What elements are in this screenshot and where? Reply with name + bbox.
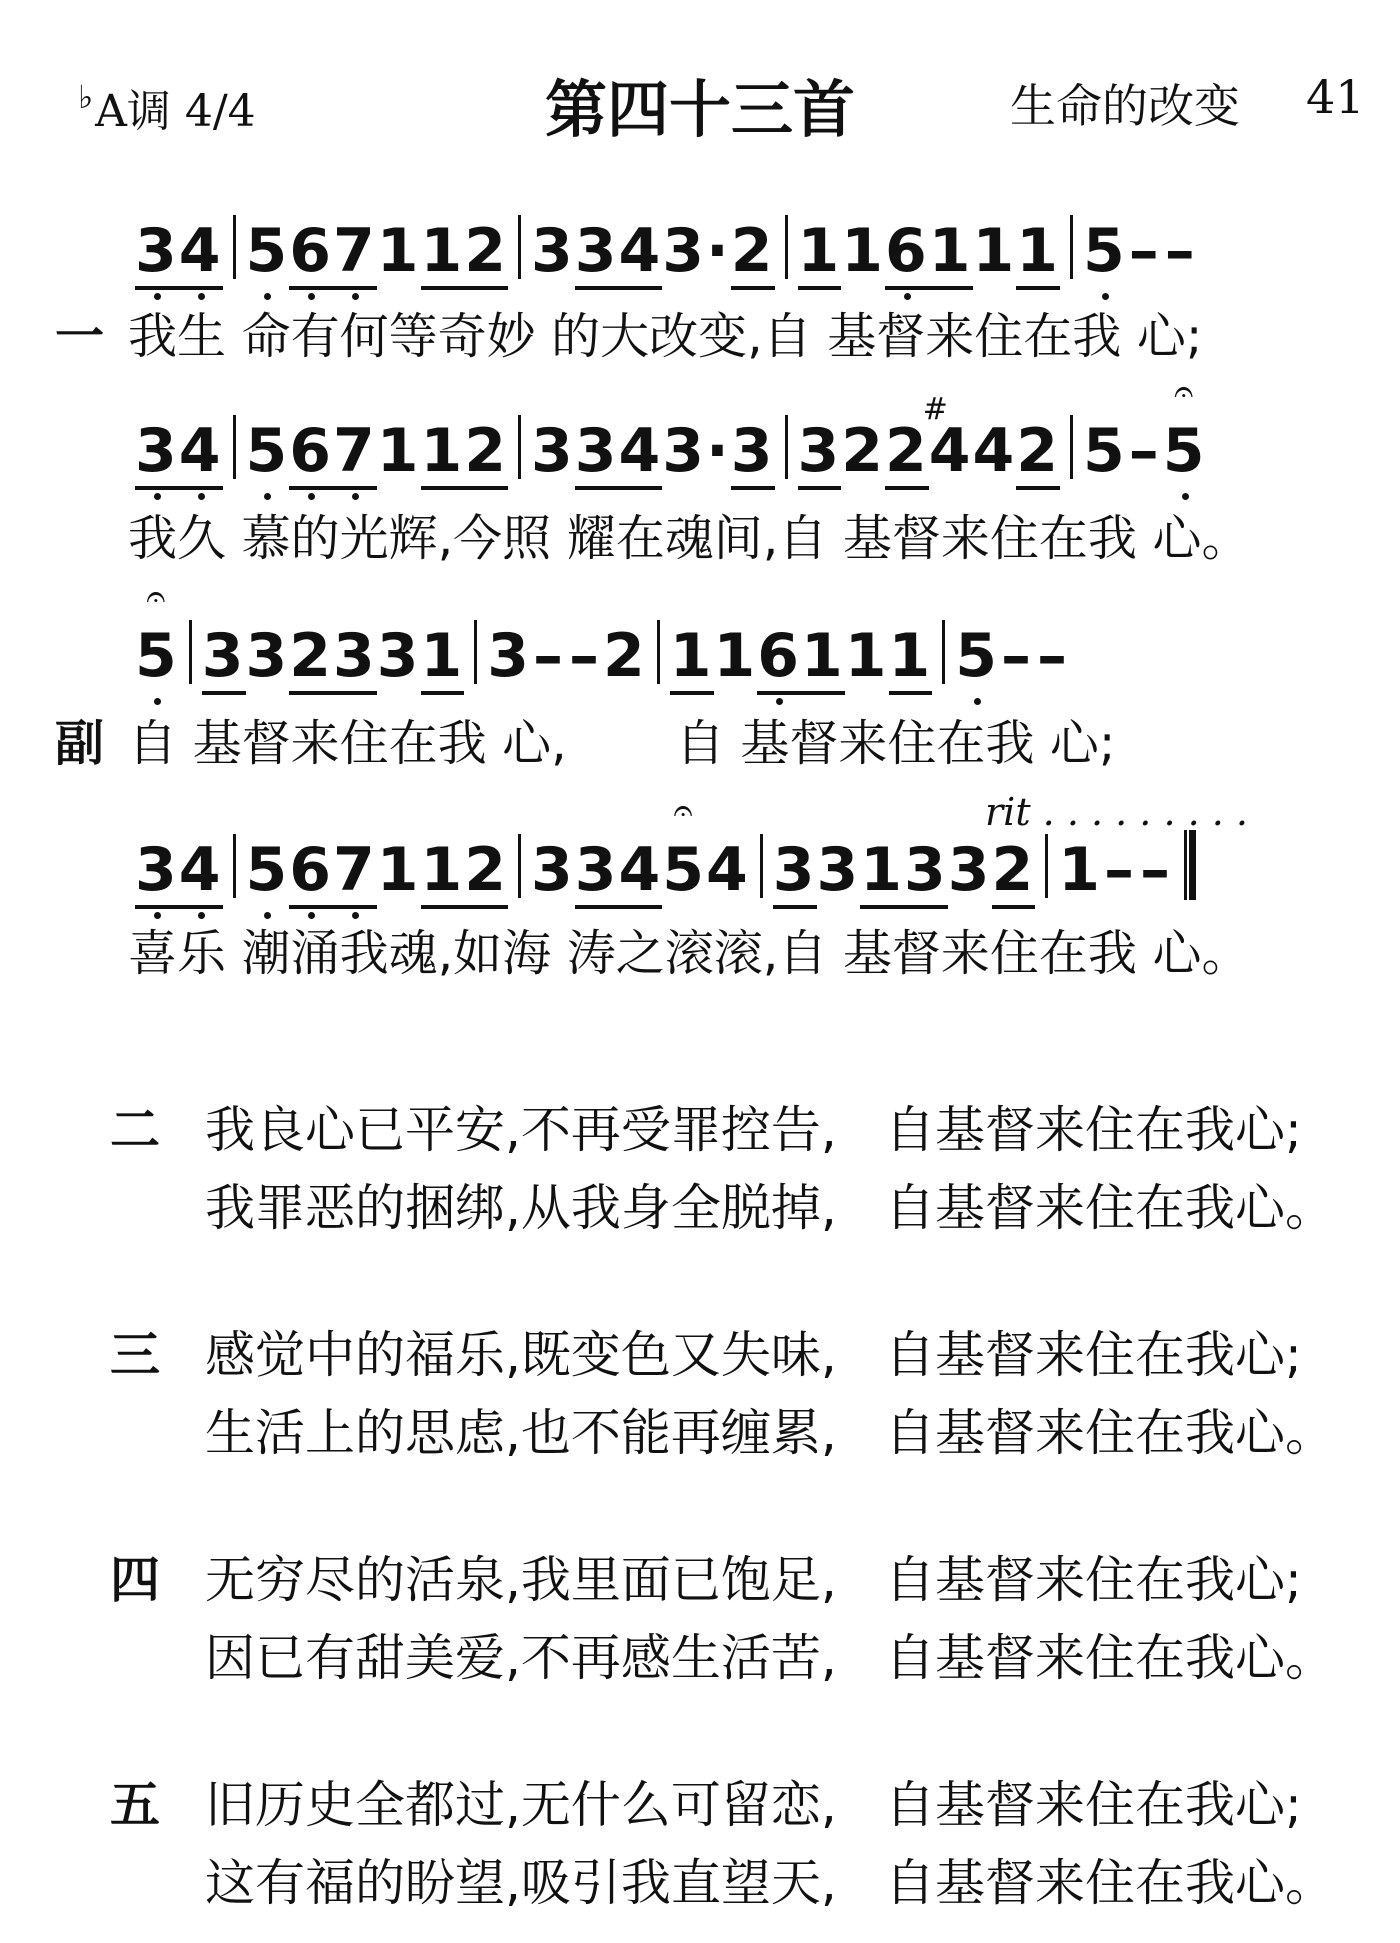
note: 3 <box>575 835 619 909</box>
verse-label: 副 <box>55 715 105 772</box>
verse-refrain-text: 自基督来住在我心。 <box>885 1404 1335 1462</box>
note: 2 <box>603 621 647 691</box>
dash-note: – <box>1164 216 1197 286</box>
note: 1 <box>1016 216 1060 290</box>
lyric-line: 喜乐 潮涌我魂,如海 涛之滚滚,自 基督来住在我 心。 <box>128 925 1251 982</box>
verse-refrain-text: 自基督来住在我心; <box>885 1101 1302 1159</box>
barline <box>942 620 945 684</box>
note: 3· <box>662 416 731 486</box>
page-number: 41 <box>1306 70 1365 124</box>
verse-number: 五 <box>110 1776 160 1834</box>
note: 3 <box>202 621 246 695</box>
page-title: 第四十三首 <box>544 73 855 146</box>
note: 4 <box>972 416 1017 486</box>
lyric-line: 我生 命有何等奇妙 的大改变,自 基督来住在我 心; <box>128 308 1203 365</box>
note: 3 <box>904 835 948 909</box>
note: 1 <box>670 621 714 695</box>
flat-symbol: ♭ <box>78 78 94 116</box>
dash-note: – <box>569 621 601 691</box>
note: 7 <box>333 216 377 290</box>
barline <box>785 215 788 279</box>
note: 1 <box>421 621 465 695</box>
note: 3 <box>798 416 842 490</box>
note: 3 <box>135 835 179 909</box>
dash-note: – <box>1128 216 1161 286</box>
barline <box>760 834 763 898</box>
barline <box>518 415 521 479</box>
note: 3 <box>333 621 377 695</box>
note: 3 <box>531 835 575 905</box>
note: 1 <box>376 216 421 286</box>
verse-number: 三 <box>110 1326 160 1384</box>
verse-refrain-text: 自基督来住在我心。 <box>885 1179 1335 1237</box>
note: 3 <box>731 416 775 490</box>
note: 3 <box>531 216 575 286</box>
barline <box>474 620 477 684</box>
note: 1 <box>421 835 465 909</box>
verse-line-text: 这有福的盼望,吸引我直望天, <box>205 1854 837 1912</box>
verse-line-text: 我罪恶的捆绑,从我身全脱掉, <box>205 1179 837 1237</box>
note: 1 <box>376 416 421 486</box>
verse-line-text: 生活上的思虑,也不能再缠累, <box>205 1404 837 1462</box>
note: 4 <box>179 416 223 490</box>
note: 2 <box>1016 416 1060 490</box>
note: 5 <box>245 216 290 286</box>
note: 1 <box>713 621 758 691</box>
note: 4 <box>179 216 223 290</box>
note: 3· <box>662 216 731 286</box>
note: 2 <box>841 416 886 486</box>
note: 3 <box>575 416 619 490</box>
notation-line <box>135 392 1207 490</box>
barline <box>518 834 521 898</box>
final-barline <box>1184 830 1196 900</box>
note: 1 <box>844 621 889 691</box>
note: 5 <box>245 835 290 905</box>
note: 6 <box>885 216 929 290</box>
note: 6 <box>289 835 333 909</box>
sharp-symbol: # <box>922 392 950 427</box>
note: 1 <box>421 216 465 290</box>
barline <box>1045 834 1048 898</box>
note: 3 <box>816 835 861 905</box>
note: 4 <box>619 216 663 290</box>
note: 2 <box>885 416 929 490</box>
note: 1 <box>801 621 845 695</box>
dash-note: – <box>1001 621 1033 691</box>
note: 3 <box>947 835 992 905</box>
dash-note: – <box>533 621 565 691</box>
note: 3 <box>135 416 179 490</box>
barline <box>233 415 236 479</box>
barline <box>233 215 236 279</box>
verse-refrain-text: 自基督来住在我心; <box>885 1326 1302 1384</box>
verse-line-text: 我良心已平安,不再受罪控告, <box>205 1101 837 1159</box>
note: 4 # <box>922 392 973 486</box>
note: 3 <box>135 216 179 290</box>
note: 1 <box>376 835 421 905</box>
barline <box>233 834 236 898</box>
note: 4 <box>706 835 750 905</box>
notation-line <box>135 620 1071 695</box>
note: 1 <box>972 216 1017 286</box>
note: 𝄐 5 <box>662 835 706 905</box>
note: 1 <box>421 416 465 490</box>
note: 6 <box>289 216 333 290</box>
dash-note: – <box>1128 416 1161 486</box>
key-text: A调 4/4 <box>95 86 256 137</box>
note: 2 <box>464 835 508 909</box>
note: 4 <box>619 835 663 909</box>
ritardando-marking: rit . . . . . . . . . <box>985 790 1249 834</box>
notation-line <box>135 830 1196 909</box>
barline <box>518 215 521 279</box>
note: 2 <box>992 835 1036 909</box>
note: 5 <box>245 416 290 486</box>
dash-note: – <box>1037 621 1069 691</box>
dash-note: – <box>1104 835 1136 905</box>
verse-label: 一 <box>55 308 105 365</box>
note: 4 <box>619 416 663 490</box>
lyric-line: 我久 慕的光辉,今照 耀在魂间,自 基督来住在我 心。 <box>128 510 1251 567</box>
barline <box>189 620 192 684</box>
note: 1 <box>889 621 933 695</box>
note: 3 <box>773 835 817 909</box>
note: 5 <box>1083 216 1127 286</box>
barline <box>1070 415 1073 479</box>
note: 7 <box>333 416 377 490</box>
hymn-subtitle: 生命的改变 <box>1010 79 1240 133</box>
verse-refrain-text: 自基督来住在我心。 <box>885 1854 1335 1912</box>
dash-note: – <box>1140 835 1172 905</box>
note: 2 <box>289 621 333 695</box>
note: 1 <box>929 216 973 290</box>
note: 𝄐 5 <box>1163 416 1207 486</box>
note: 3 <box>245 621 290 691</box>
verse-refrain-text: 自基督来住在我心; <box>885 1551 1302 1609</box>
barline <box>657 620 660 684</box>
note: 3 <box>531 416 575 486</box>
note: 2 <box>464 416 508 490</box>
note: 1 <box>860 835 904 909</box>
note: 1 <box>1058 835 1102 905</box>
note: 5 <box>1083 416 1127 486</box>
verse-refrain-text: 自基督来住在我心; <box>885 1776 1302 1834</box>
barline <box>785 415 788 479</box>
barline <box>1070 215 1073 279</box>
verse-number: 四 <box>110 1551 160 1609</box>
note: 2 <box>731 216 775 290</box>
verse-line-text: 旧历史全都过,无什么可留恋, <box>205 1776 837 1834</box>
note: 7 <box>333 835 377 909</box>
note: 1 <box>798 216 842 290</box>
verse-line-text: 感觉中的福乐,既变色又失味, <box>205 1326 837 1384</box>
verse-refrain-text: 自基督来住在我心。 <box>885 1629 1335 1687</box>
note: 6 <box>289 416 333 490</box>
notation-line <box>135 215 1199 290</box>
note: 1 <box>841 216 886 286</box>
note: 3 <box>376 621 421 691</box>
verse-line-text: 无穷尽的活泉,我里面已饱足, <box>205 1551 837 1609</box>
note: 5 <box>955 621 999 691</box>
lyric-line: 自 基督来住在我 心, 自 基督来住在我 心; <box>128 715 1116 772</box>
note: 2 <box>464 216 508 290</box>
note: 4 <box>179 835 223 909</box>
note: 3 <box>487 621 531 691</box>
verse-line-text: 因已有甜美爱,不再感生活苦, <box>205 1629 837 1687</box>
note: 3 <box>575 216 619 290</box>
note: 𝄐 5 <box>135 621 179 691</box>
note: 6 <box>757 621 801 695</box>
verse-number: 二 <box>110 1101 160 1159</box>
